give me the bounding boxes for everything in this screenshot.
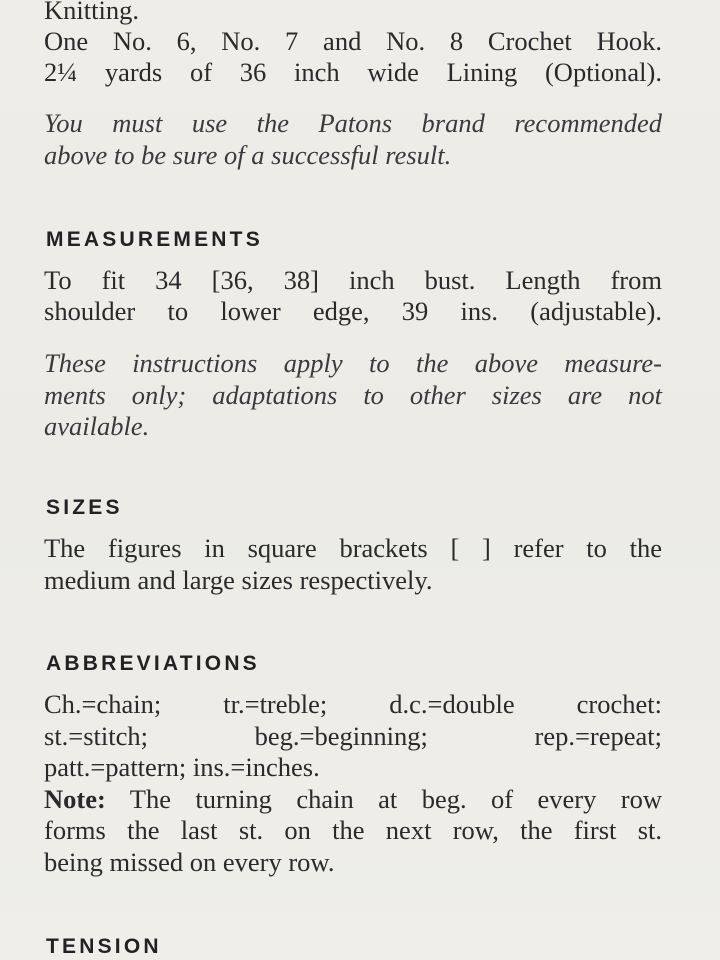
measurements-line-2: shoulder to lower edge, 39 ins. (adjustable). bbox=[44, 296, 662, 326]
abbreviations-note-line-3: being missed on every row. bbox=[44, 847, 335, 877]
abbreviations-line-1: Ch.=chain; tr.=treble; d.c.=double crochet: bbox=[44, 689, 662, 719]
materials-line-lining: 2¼ yards of 36 inch wide Lining (Optional). bbox=[44, 57, 662, 87]
note-label: Note: bbox=[44, 784, 106, 814]
abbreviations-heading: ABBREVIATIONS bbox=[46, 652, 260, 675]
materials-brand-note-line-1: You must use the Patons brand recommended bbox=[44, 108, 662, 138]
materials-line-knitting: Knitting. bbox=[44, 0, 139, 25]
abbreviations-line-2: st.=stitch; beg.=beginning; rep.=repeat; bbox=[44, 721, 662, 751]
sizes-line-1: The figures in square brackets [ ] refer to the bbox=[44, 533, 662, 563]
abbreviations-note-line-1 bbox=[44, 784, 662, 815]
abbreviations-line-3: patt.=pattern; ins.=inches. bbox=[44, 752, 320, 782]
measurements-note-line-2: ments only; adaptations to other sizes are not bbox=[44, 380, 662, 410]
measurements-note-line-1: These instructions apply to the above measure- bbox=[44, 348, 662, 378]
note-line-1-text: The turning chain at beg. of every row bbox=[105, 784, 662, 814]
sizes-line-2: medium and large sizes respectively. bbox=[44, 565, 433, 595]
materials-line-crochet-hooks: One No. 6, No. 7 and No. 8 Crochet Hook. bbox=[44, 26, 662, 56]
tension-heading: TENSION bbox=[46, 935, 162, 958]
measurements-heading: MEASUREMENTS bbox=[46, 228, 263, 251]
measurements-line-1: To fit 34 [36, 38] inch bust. Length from bbox=[44, 265, 662, 295]
materials-brand-note-line-2: above to be sure of a successful result. bbox=[44, 140, 452, 170]
measurements-note-line-3: available. bbox=[44, 411, 150, 441]
abbreviations-note-line-2: forms the last st. on the next row, the first st. bbox=[44, 815, 662, 845]
sizes-heading: SIZES bbox=[46, 496, 123, 519]
